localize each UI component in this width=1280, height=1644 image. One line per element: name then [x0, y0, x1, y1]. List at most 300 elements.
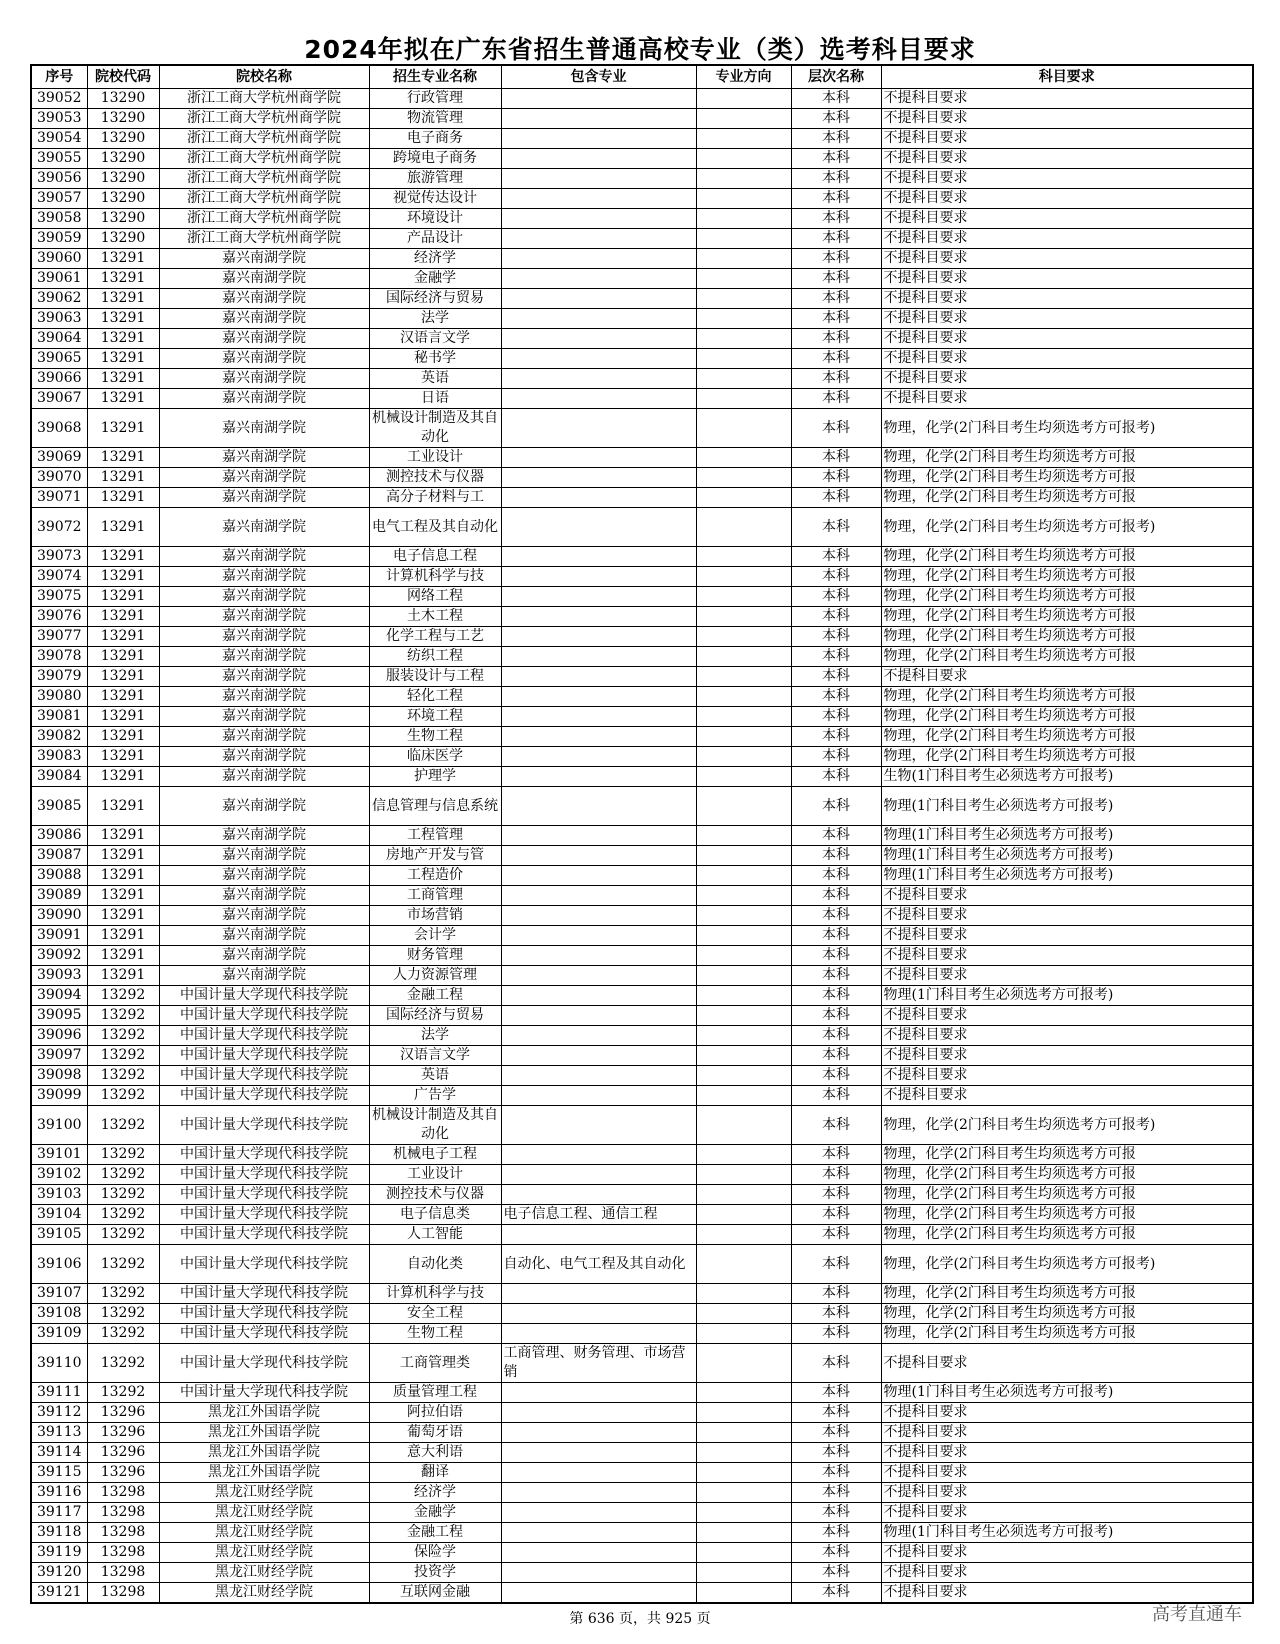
- table-row: [31, 409, 1253, 448]
- cell-school-name: 黑龙江财经学院: [159, 1563, 369, 1583]
- cell-subject-requirement: 不提科目要求: [881, 1066, 1253, 1086]
- cell-school-name: 嘉兴南湖学院: [159, 647, 369, 667]
- cell-school-name: 嘉兴南湖学院: [159, 787, 369, 826]
- cell-serial: 39106: [31, 1245, 87, 1284]
- cell-school-name: 中国计量大学现代科技学院: [159, 1106, 369, 1145]
- table-row: [31, 727, 1253, 747]
- cell-serial: 39064: [31, 329, 87, 349]
- cell-school-name: 嘉兴南湖学院: [159, 329, 369, 349]
- cell-serial: 39072: [31, 508, 87, 547]
- cell-included-majors: [501, 667, 696, 687]
- cell-major-direction: [696, 468, 791, 488]
- cell-school-name: 嘉兴南湖学院: [159, 468, 369, 488]
- cell-school-name: 浙江工商大学杭州商学院: [159, 209, 369, 229]
- cell-level: 本科: [791, 747, 881, 767]
- cell-subject-requirement: 物理，化学(2门科目考生均须选考方可报: [881, 647, 1253, 667]
- cell-school-code: 13291: [87, 767, 159, 787]
- table-row: [31, 826, 1253, 846]
- cell-major-direction: [696, 189, 791, 209]
- cell-school-code: 13291: [87, 707, 159, 727]
- cell-included-majors: [501, 1543, 696, 1563]
- cell-level: 本科: [791, 1344, 881, 1383]
- cell-subject-requirement: 物理，化学(2门科目考生均须选考方可报: [881, 547, 1253, 567]
- cell-major-name: 电子信息工程: [369, 547, 501, 567]
- cell-major-name: 房地产开发与管: [369, 846, 501, 866]
- cell-school-name: 嘉兴南湖学院: [159, 866, 369, 886]
- cell-level: 本科: [791, 269, 881, 289]
- cell-level: 本科: [791, 329, 881, 349]
- cell-school-name: 中国计量大学现代科技学院: [159, 1344, 369, 1383]
- cell-major-name: 自动化类: [369, 1245, 501, 1284]
- header-school-code: 院校代码: [87, 65, 159, 89]
- cell-school-code: 13296: [87, 1463, 159, 1483]
- cell-school-name: 浙江工商大学杭州商学院: [159, 189, 369, 209]
- cell-serial: 39065: [31, 349, 87, 369]
- cell-level: 本科: [791, 946, 881, 966]
- cell-school-name: 嘉兴南湖学院: [159, 448, 369, 468]
- cell-school-code: 13291: [87, 329, 159, 349]
- table-row: [31, 926, 1253, 946]
- cell-major-direction: [696, 966, 791, 986]
- cell-school-code: 13291: [87, 448, 159, 468]
- cell-subject-requirement: 不提科目要求: [881, 1423, 1253, 1443]
- cell-level: 本科: [791, 229, 881, 249]
- cell-subject-requirement: 不提科目要求: [881, 109, 1253, 129]
- table-row: [31, 966, 1253, 986]
- cell-included-majors: [501, 926, 696, 946]
- table-row: [31, 1563, 1253, 1583]
- cell-major-direction: [696, 129, 791, 149]
- cell-school-code: 13290: [87, 109, 159, 129]
- cell-level: 本科: [791, 707, 881, 727]
- cell-subject-requirement: 不提科目要求: [881, 886, 1253, 906]
- cell-school-name: 嘉兴南湖学院: [159, 747, 369, 767]
- cell-serial: 39070: [31, 468, 87, 488]
- cell-major-name: 人工智能: [369, 1225, 501, 1245]
- cell-included-majors: [501, 249, 696, 269]
- table-row: [31, 149, 1253, 169]
- cell-included-majors: [501, 866, 696, 886]
- cell-included-majors: [501, 1106, 696, 1145]
- cell-included-majors: [501, 1563, 696, 1583]
- cell-major-direction: [696, 607, 791, 627]
- cell-level: 本科: [791, 89, 881, 109]
- cell-serial: 39121: [31, 1583, 87, 1604]
- cell-school-code: 13298: [87, 1543, 159, 1563]
- cell-level: 本科: [791, 109, 881, 129]
- cell-major-name: 互联网金融: [369, 1583, 501, 1604]
- cell-school-name: 嘉兴南湖学院: [159, 667, 369, 687]
- cell-serial: 39092: [31, 946, 87, 966]
- cell-major-direction: [696, 787, 791, 826]
- cell-subject-requirement: 不提科目要求: [881, 369, 1253, 389]
- table-row: [31, 906, 1253, 926]
- cell-serial: 39061: [31, 269, 87, 289]
- cell-school-code: 13291: [87, 826, 159, 846]
- cell-major-name: 葡萄牙语: [369, 1423, 501, 1443]
- cell-subject-requirement: 物理，化学(2门科目考生均须选考方可报: [881, 727, 1253, 747]
- cell-school-name: 中国计量大学现代科技学院: [159, 1324, 369, 1344]
- cell-school-code: 13292: [87, 1344, 159, 1383]
- cell-school-code: 13292: [87, 1304, 159, 1324]
- cell-level: 本科: [791, 567, 881, 587]
- table-row: [31, 707, 1253, 727]
- cell-school-name: 黑龙江外国语学院: [159, 1423, 369, 1443]
- table-row: [31, 1245, 1253, 1284]
- cell-level: 本科: [791, 349, 881, 369]
- cell-subject-requirement: 不提科目要求: [881, 209, 1253, 229]
- cell-major-direction: [696, 249, 791, 269]
- cell-level: 本科: [791, 1245, 881, 1284]
- cell-serial: 39068: [31, 409, 87, 448]
- cell-level: 本科: [791, 1046, 881, 1066]
- cell-level: 本科: [791, 1403, 881, 1423]
- cell-school-name: 浙江工商大学杭州商学院: [159, 109, 369, 129]
- cell-school-name: 中国计量大学现代科技学院: [159, 1145, 369, 1165]
- cell-serial: 39114: [31, 1443, 87, 1463]
- cell-serial: 39075: [31, 587, 87, 607]
- cell-level: 本科: [791, 1563, 881, 1583]
- cell-major-name: 法学: [369, 1026, 501, 1046]
- cell-school-code: 13291: [87, 886, 159, 906]
- cell-level: 本科: [791, 966, 881, 986]
- cell-subject-requirement: 不提科目要求: [881, 1026, 1253, 1046]
- cell-major-name: 环境设计: [369, 209, 501, 229]
- cell-level: 本科: [791, 488, 881, 508]
- header-subject-requirement: 科目要求: [881, 65, 1253, 89]
- cell-level: 本科: [791, 687, 881, 707]
- cell-school-name: 嘉兴南湖学院: [159, 846, 369, 866]
- table-row: [31, 169, 1253, 189]
- cell-included-majors: [501, 1026, 696, 1046]
- cell-school-code: 13298: [87, 1503, 159, 1523]
- cell-serial: 39087: [31, 846, 87, 866]
- cell-subject-requirement: 不提科目要求: [881, 946, 1253, 966]
- cell-serial: 39093: [31, 966, 87, 986]
- cell-school-name: 浙江工商大学杭州商学院: [159, 129, 369, 149]
- cell-level: 本科: [791, 1463, 881, 1483]
- table-row: [31, 448, 1253, 468]
- header-included-majors: 包含专业: [501, 65, 696, 89]
- cell-major-direction: [696, 169, 791, 189]
- cell-major-name: 化学工程与工艺: [369, 627, 501, 647]
- cell-major-name: 土木工程: [369, 607, 501, 627]
- table-row: [31, 488, 1253, 508]
- table-row: [31, 1324, 1253, 1344]
- header-level: 层次名称: [791, 65, 881, 89]
- cell-school-code: 13290: [87, 189, 159, 209]
- cell-serial: 39062: [31, 289, 87, 309]
- cell-serial: 39086: [31, 826, 87, 846]
- cell-serial: 39097: [31, 1046, 87, 1066]
- table-row: [31, 767, 1253, 787]
- cell-major-name: 物流管理: [369, 109, 501, 129]
- header-school-name: 院校名称: [159, 65, 369, 89]
- table-row: [31, 1225, 1253, 1245]
- cell-subject-requirement: 物理，化学(2门科目考生均须选考方可报: [881, 1185, 1253, 1205]
- cell-included-majors: [501, 826, 696, 846]
- cell-major-direction: [696, 1403, 791, 1423]
- cell-major-direction: [696, 149, 791, 169]
- table-row: [31, 129, 1253, 149]
- table-row: [31, 1523, 1253, 1543]
- cell-school-name: 嘉兴南湖学院: [159, 687, 369, 707]
- cell-major-direction: [696, 627, 791, 647]
- cell-major-name: 轻化工程: [369, 687, 501, 707]
- cell-school-name: 浙江工商大学杭州商学院: [159, 169, 369, 189]
- cell-school-name: 嘉兴南湖学院: [159, 767, 369, 787]
- cell-subject-requirement: 不提科目要求: [881, 1344, 1253, 1383]
- cell-subject-requirement: 不提科目要求: [881, 269, 1253, 289]
- cell-major-name: 工程造价: [369, 866, 501, 886]
- cell-subject-requirement: 不提科目要求: [881, 189, 1253, 209]
- table-row: [31, 1046, 1253, 1066]
- cell-school-code: 13292: [87, 1046, 159, 1066]
- cell-level: 本科: [791, 727, 881, 747]
- cell-serial: 39066: [31, 369, 87, 389]
- cell-serial: 39063: [31, 309, 87, 329]
- table-row: [31, 647, 1253, 667]
- cell-serial: 39090: [31, 906, 87, 926]
- cell-subject-requirement: 不提科目要求: [881, 309, 1253, 329]
- cell-level: 本科: [791, 846, 881, 866]
- cell-school-code: 13298: [87, 1583, 159, 1604]
- cell-level: 本科: [791, 667, 881, 687]
- cell-included-majors: [501, 369, 696, 389]
- cell-school-name: 嘉兴南湖学院: [159, 508, 369, 547]
- cell-school-code: 13291: [87, 846, 159, 866]
- cell-serial: 39096: [31, 1026, 87, 1046]
- cell-major-direction: [696, 1324, 791, 1344]
- table-row: [31, 1483, 1253, 1503]
- cell-major-direction: [696, 1165, 791, 1185]
- cell-major-direction: [696, 1463, 791, 1483]
- cell-major-name: 秘书学: [369, 349, 501, 369]
- cell-serial: 39054: [31, 129, 87, 149]
- cell-level: 本科: [791, 1165, 881, 1185]
- cell-included-majors: [501, 1324, 696, 1344]
- cell-included-majors: [501, 547, 696, 567]
- cell-major-direction: [696, 329, 791, 349]
- cell-school-name: 中国计量大学现代科技学院: [159, 1165, 369, 1185]
- cell-included-majors: [501, 1145, 696, 1165]
- cell-serial: 39082: [31, 727, 87, 747]
- cell-school-code: 13292: [87, 1006, 159, 1026]
- cell-school-code: 13291: [87, 249, 159, 269]
- cell-major-direction: [696, 1086, 791, 1106]
- table-row: [31, 1583, 1253, 1604]
- table-row: [31, 1026, 1253, 1046]
- cell-school-name: 中国计量大学现代科技学院: [159, 1304, 369, 1324]
- cell-level: 本科: [791, 1304, 881, 1324]
- cell-level: 本科: [791, 647, 881, 667]
- cell-school-code: 13291: [87, 587, 159, 607]
- cell-major-name: 计算机科学与技: [369, 567, 501, 587]
- cell-included-majors: [501, 229, 696, 249]
- cell-included-majors: [501, 488, 696, 508]
- table-row: [31, 1106, 1253, 1145]
- table-row: [31, 667, 1253, 687]
- cell-school-code: 13292: [87, 1145, 159, 1165]
- cell-school-name: 嘉兴南湖学院: [159, 269, 369, 289]
- cell-school-name: 嘉兴南湖学院: [159, 389, 369, 409]
- table-row: [31, 1383, 1253, 1403]
- cell-level: 本科: [791, 1185, 881, 1205]
- cell-level: 本科: [791, 1026, 881, 1046]
- cell-serial: 39102: [31, 1165, 87, 1185]
- cell-level: 本科: [791, 149, 881, 169]
- cell-included-majors: [501, 109, 696, 129]
- cell-major-direction: [696, 508, 791, 547]
- cell-school-code: 13292: [87, 1026, 159, 1046]
- cell-school-name: 嘉兴南湖学院: [159, 488, 369, 508]
- cell-subject-requirement: 物理(1门科目考生必须选考方可报考): [881, 866, 1253, 886]
- cell-school-name: 中国计量大学现代科技学院: [159, 1225, 369, 1245]
- cell-major-name: 旅游管理: [369, 169, 501, 189]
- cell-school-name: 嘉兴南湖学院: [159, 369, 369, 389]
- cell-level: 本科: [791, 1523, 881, 1543]
- cell-level: 本科: [791, 289, 881, 309]
- cell-major-name: 阿拉伯语: [369, 1403, 501, 1423]
- cell-subject-requirement: 物理，化学(2门科目考生均须选考方可报考): [881, 409, 1253, 448]
- cell-subject-requirement: 物理(1门科目考生必须选考方可报考): [881, 986, 1253, 1006]
- table-row: [31, 1543, 1253, 1563]
- cell-level: 本科: [791, 826, 881, 846]
- cell-subject-requirement: 物理，化学(2门科目考生均须选考方可报: [881, 587, 1253, 607]
- cell-major-name: 翻译: [369, 1463, 501, 1483]
- table-row: [31, 508, 1253, 547]
- cell-school-code: 13291: [87, 269, 159, 289]
- cell-school-code: 13291: [87, 906, 159, 926]
- cell-school-name: 嘉兴南湖学院: [159, 966, 369, 986]
- cell-subject-requirement: 不提科目要求: [881, 1086, 1253, 1106]
- cell-subject-requirement: 生物(1门科目考生必须选考方可报考): [881, 767, 1253, 787]
- cell-school-code: 13291: [87, 946, 159, 966]
- header-major-name: 招生专业名称: [369, 65, 501, 89]
- cell-subject-requirement: 不提科目要求: [881, 1006, 1253, 1026]
- cell-major-direction: [696, 488, 791, 508]
- cell-major-name: 工业设计: [369, 448, 501, 468]
- cell-school-name: 中国计量大学现代科技学院: [159, 1185, 369, 1205]
- cell-included-majors: [501, 309, 696, 329]
- cell-subject-requirement: 物理，化学(2门科目考生均须选考方可报: [881, 607, 1253, 627]
- cell-major-direction: [696, 707, 791, 727]
- cell-school-code: 13291: [87, 468, 159, 488]
- cell-serial: 39111: [31, 1383, 87, 1403]
- table-row: [31, 946, 1253, 966]
- cell-major-direction: [696, 986, 791, 1006]
- cell-major-name: 生物工程: [369, 1324, 501, 1344]
- cell-included-majors: 工商管理、财务管理、市场营销: [501, 1344, 696, 1383]
- table-row: [31, 986, 1253, 1006]
- cell-major-name: 电子信息类: [369, 1205, 501, 1225]
- cell-subject-requirement: 物理，化学(2门科目考生均须选考方可报: [881, 488, 1253, 508]
- cell-serial: 39073: [31, 547, 87, 567]
- cell-major-name: 经济学: [369, 249, 501, 269]
- cell-school-name: 黑龙江财经学院: [159, 1583, 369, 1604]
- cell-included-majors: [501, 289, 696, 309]
- cell-school-code: 13292: [87, 1205, 159, 1225]
- cell-level: 本科: [791, 209, 881, 229]
- cell-major-name: 视觉传达设计: [369, 189, 501, 209]
- cell-major-direction: [696, 1225, 791, 1245]
- cell-school-name: 嘉兴南湖学院: [159, 727, 369, 747]
- cell-subject-requirement: 不提科目要求: [881, 906, 1253, 926]
- cell-major-name: 金融学: [369, 269, 501, 289]
- cell-major-name: 质量管理工程: [369, 1383, 501, 1403]
- cell-subject-requirement: 不提科目要求: [881, 1463, 1253, 1483]
- cell-level: 本科: [791, 1066, 881, 1086]
- cell-major-name: 投资学: [369, 1563, 501, 1583]
- cell-school-code: 13291: [87, 866, 159, 886]
- cell-level: 本科: [791, 1583, 881, 1604]
- table-row: [31, 1165, 1253, 1185]
- cell-included-majors: [501, 409, 696, 448]
- cell-included-majors: [501, 767, 696, 787]
- cell-included-majors: [501, 607, 696, 627]
- cell-major-direction: [696, 1006, 791, 1026]
- cell-major-direction: [696, 109, 791, 129]
- cell-major-name: 工业设计: [369, 1165, 501, 1185]
- cell-major-name: 金融工程: [369, 1523, 501, 1543]
- cell-school-name: 中国计量大学现代科技学院: [159, 1284, 369, 1304]
- cell-included-majors: [501, 1046, 696, 1066]
- table-row: [31, 1403, 1253, 1423]
- cell-major-name: 日语: [369, 389, 501, 409]
- cell-included-majors: [501, 1225, 696, 1245]
- table-row: [31, 1463, 1253, 1483]
- cell-level: 本科: [791, 169, 881, 189]
- cell-school-code: 13290: [87, 149, 159, 169]
- cell-school-name: 嘉兴南湖学院: [159, 547, 369, 567]
- cell-serial: 39067: [31, 389, 87, 409]
- cell-major-direction: [696, 1304, 791, 1324]
- table-row: [31, 389, 1253, 409]
- table-row: [31, 189, 1253, 209]
- cell-included-majors: [501, 567, 696, 587]
- cell-subject-requirement: 不提科目要求: [881, 249, 1253, 269]
- cell-major-direction: [696, 667, 791, 687]
- cell-serial: 39081: [31, 707, 87, 727]
- cell-included-majors: [501, 627, 696, 647]
- cell-level: 本科: [791, 369, 881, 389]
- cell-subject-requirement: 不提科目要求: [881, 389, 1253, 409]
- cell-subject-requirement: 不提科目要求: [881, 1403, 1253, 1423]
- table-row: [31, 627, 1253, 647]
- cell-school-name: 嘉兴南湖学院: [159, 309, 369, 329]
- cell-major-direction: [696, 1106, 791, 1145]
- cell-school-name: 黑龙江外国语学院: [159, 1403, 369, 1423]
- cell-major-direction: [696, 1205, 791, 1225]
- cell-major-name: 工商管理: [369, 886, 501, 906]
- cell-school-code: 13291: [87, 567, 159, 587]
- cell-major-direction: [696, 269, 791, 289]
- cell-major-name: 工程管理: [369, 826, 501, 846]
- cell-school-name: 黑龙江财经学院: [159, 1483, 369, 1503]
- cell-major-direction: [696, 1523, 791, 1543]
- cell-major-direction: [696, 309, 791, 329]
- cell-included-majors: [501, 209, 696, 229]
- table-row: [31, 329, 1253, 349]
- cell-level: 本科: [791, 1205, 881, 1225]
- cell-school-name: 中国计量大学现代科技学院: [159, 1026, 369, 1046]
- cell-school-name: 嘉兴南湖学院: [159, 707, 369, 727]
- cell-school-code: 13291: [87, 627, 159, 647]
- cell-school-name: 中国计量大学现代科技学院: [159, 1066, 369, 1086]
- cell-major-direction: [696, 727, 791, 747]
- subject-requirements-table: [30, 64, 1254, 1604]
- cell-school-name: 黑龙江财经学院: [159, 1503, 369, 1523]
